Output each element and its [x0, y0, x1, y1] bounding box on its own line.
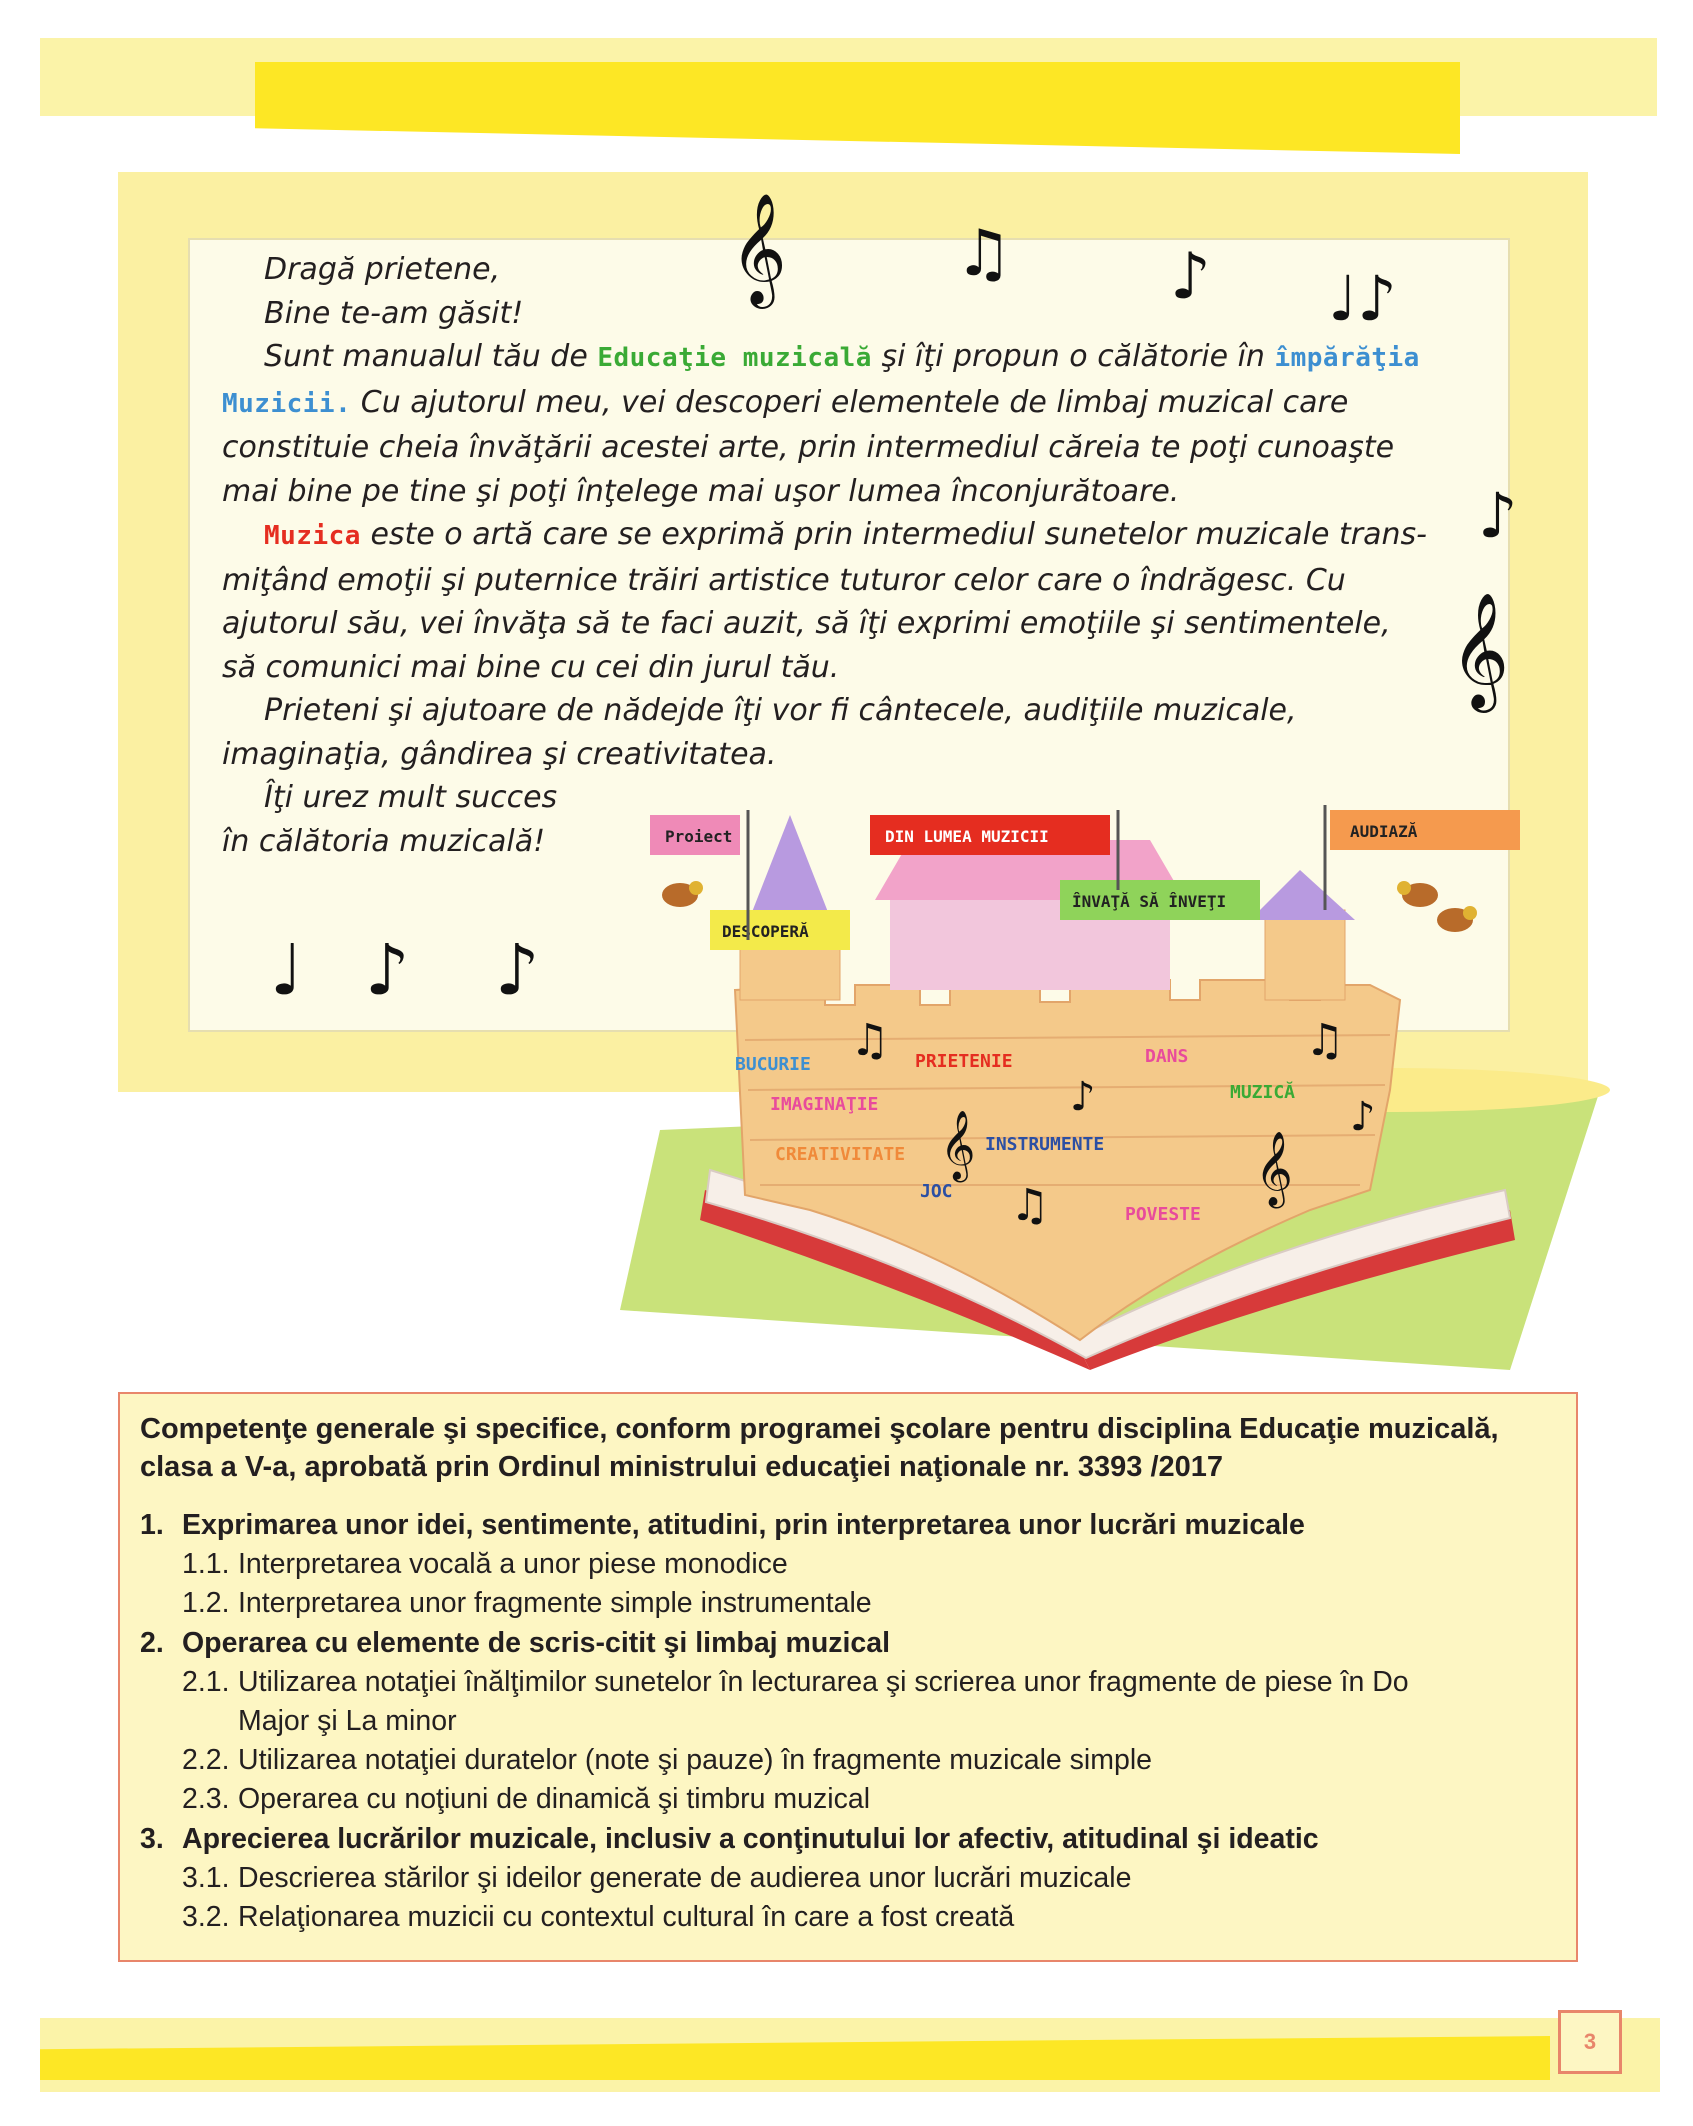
eighth-note-icon: ♪	[1350, 1094, 1376, 1140]
competence-subitem: 1.1. Interpretarea vocală a unor piese monodice	[182, 1548, 788, 1581]
closing-line-2: în călătoria muzicală!	[222, 823, 546, 859]
competence-subitem: 3.1. Descrierea stărilor şi ideilor generate de audierea unor lucrări muzicale	[182, 1861, 1132, 1894]
eighth-note-icon: ♪	[1070, 1074, 1096, 1120]
bird-icon	[1397, 881, 1438, 907]
paragraph-3: Prieteni şi ajutoare de nădejde îţi vor fi cântecele, audiţiile muzicale, imaginaţia, gândirea şi creativitatea.	[222, 693, 1297, 772]
competence-subitem: 2.2. Utilizarea notaţiei duratelor (note şi pauze) în fragmente muzicale simple	[182, 1744, 1153, 1777]
wall-word-prietenie: PRIETENIE	[915, 1051, 1013, 1072]
treble-clef-icon: 𝄞	[1255, 1132, 1293, 1206]
competences-list	[140, 1506, 1540, 1937]
paragraph-2: Muzica este o artă care se exprimă prin intermediul sunetelor muzicale trans-miţând emoţii şi puternice trăiri artistice tuturor celor care o îndrăgesc. Cu ajutorul său, vei învăţa să te faci auzit, să îţi exprimi emoţiile şi sentimentele, să comunici mai bine cu cei din jurul tău.	[222, 517, 1427, 685]
paragraph-1: Sunt manualul tău de Educaţie muzicală şi îţi propun o călătorie în împărăţia Muzicii. Cu ajutorul meu, vei descoperi elementele de limbaj muzical care constituie cheia învăţării acestei arte, prin intermediul căreia te poţi cunoaşte mai bine pe tine şi poţi înţelege mai uşor lumea înconjurătoare.	[222, 339, 1420, 509]
letter-text	[222, 248, 1432, 863]
eighth-note-icon: ♪	[1170, 240, 1211, 314]
competence-subitem: 1.2. Interpretarea unor fragmente simple instrumentale	[182, 1587, 872, 1620]
bird-icon	[662, 881, 703, 907]
eighth-notes-icon: ♩♪	[1328, 262, 1397, 335]
competences-title: Competenţe generale şi specifice, conform programei şcolare pentru disciplina Educaţie muzicală, clasa a V-a, aprobată prin Ordinul ministrului educaţiei naţionale nr. 3393 /2017	[140, 1413, 1499, 1483]
eighth-note-icon: ♪	[495, 929, 540, 1011]
keyword-educatie-muzicala: Educaţie muzicală	[597, 343, 872, 373]
wall-word-creativitate: CREATIVITATE	[775, 1144, 906, 1165]
flag-descopera-label: DESCOPERĂ	[722, 922, 809, 941]
keyword-muzica: Muzica	[264, 521, 361, 551]
treble-clef-icon: 𝄞	[1450, 591, 1510, 708]
purple-roof-right	[1250, 870, 1355, 920]
page-number: 3	[1558, 2010, 1622, 2074]
wall-word-dans: DANS	[1145, 1046, 1189, 1067]
bird-icon	[1437, 906, 1477, 932]
competence-subitem: 2.1. Utilizarea notaţiei înălţimilor sunetelor în lecturarea şi scrierea unor fragmente de piese în Do Major şi La minor	[182, 1665, 1409, 1738]
competence-item: 2. Operarea cu elemente de scris-citit şi limbaj muzical	[140, 1626, 891, 1659]
eighth-note-icon: ♪	[365, 929, 410, 1011]
competence-subitem: 2.3. Operarea cu noţiuni de dinamică şi timbru muzical	[182, 1783, 871, 1816]
closing-line-1: Îţi urez mult succes	[264, 780, 558, 815]
eighth-notes-icon: ♫	[1305, 1015, 1345, 1066]
eighth-notes-icon: ♫	[850, 1015, 890, 1066]
castle-book-illustration	[610, 790, 1610, 1370]
flag-proiect-label: Proiect	[665, 827, 733, 846]
treble-clef-icon: 𝄞	[940, 1110, 976, 1180]
keyword-imparatia-muzicii: împărăţia Muzicii.	[222, 343, 1420, 419]
competence-subitem: 3.2. Relaţionarea muzicii cu contextul cultural în care a fost creată	[182, 1901, 1015, 1934]
flag-audiaza-label: AUDIAZĂ	[1350, 822, 1418, 841]
eighth-note-icon: ♪	[1478, 479, 1518, 552]
competence-item: 3. Aprecierea lucrărilor muzicale, inclusiv a conţinutului lor afectiv, atitudinal şi ideatic	[140, 1822, 1319, 1855]
wall-word-joc: JOC	[920, 1181, 953, 1202]
wall-word-instrumente: INSTRUMENTE	[985, 1134, 1105, 1155]
wall-word-poveste: POVESTE	[1125, 1204, 1201, 1225]
treble-clef-icon: 𝄞	[730, 192, 787, 304]
eighth-notes-icon: ♫	[955, 217, 1013, 291]
eighth-notes-icon: ♫	[1010, 1180, 1050, 1231]
competence-item: 1. Exprimarea unor idei, sentimente, atitudini, prin interpretarea unor lucrări muzicale	[140, 1509, 1305, 1541]
quarter-note-icon: ♩	[270, 929, 304, 1011]
greeting: Dragă prietene,	[264, 252, 501, 287]
flag-din-lumea-label: DIN LUMEA MUZICII	[885, 827, 1049, 846]
wall-word-bucurie: BUCURIE	[735, 1054, 811, 1075]
wall-word-imaginatie: IMAGINAŢIE	[770, 1094, 879, 1115]
flag-invata-label: ÎNVAŢĂ SĂ ÎNVEŢI	[1072, 892, 1227, 911]
wall-word-muzica: MUZICĂ	[1230, 1082, 1296, 1103]
greeting-line-2: Bine te-am găsit!	[264, 295, 524, 331]
top-accent-band	[255, 62, 1460, 154]
